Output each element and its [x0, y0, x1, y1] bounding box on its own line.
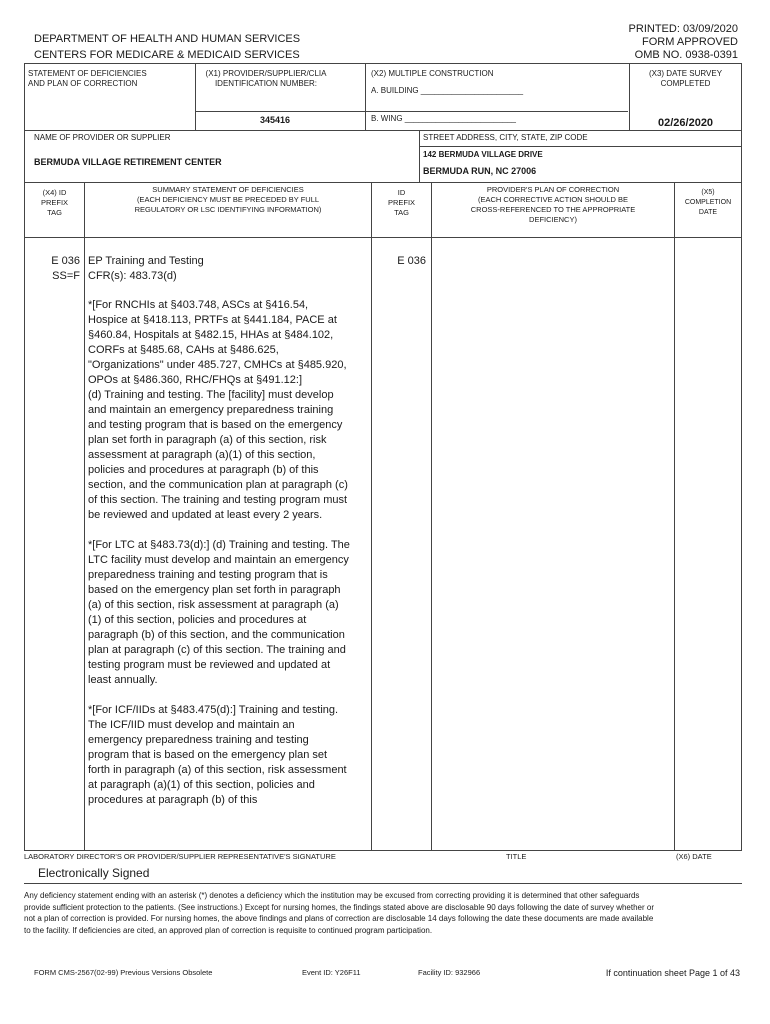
entry-title: EP Training and Testing	[88, 255, 204, 267]
agency-name: CENTERS FOR MEDICARE & MEDICAID SERVICES	[34, 49, 300, 61]
address-line1: 142 BERMUDA VILLAGE DRIVE	[423, 150, 543, 159]
entry-body	[88, 298, 350, 808]
col-summary-header: SUMMARY STATEMENT OF DEFICIENCIES (EACH DEFICIENCY MUST BE PRECEDED BY FULL REGULATORY OR LSC IDENTIFYING INFORMATION)	[134, 185, 322, 214]
signature-value: Electronically Signed	[38, 866, 150, 880]
form-number: FORM CMS-2567(02-99) Previous Versions Obsolete	[34, 968, 213, 977]
disclaimer: Any deficiency statement ending with an asterisk (*) denotes a deficiency which the institution may be excused from correcting providing it is determined that other safeguards provide sufficient protection to the patients. (See instructions.) Except for nursing homes, the findings stated above are disclosable 90 days following the date of survey whether or not a plan of correction is provided. For nursing homes, the above findings and plans of correction are disclosable 14 days following the date these documents are made available to the facility. If deficiencies are cited, an approved plan of correction is requisite to continued program participation.	[24, 891, 654, 935]
col-id-header: ID PREFIX TAG	[387, 188, 416, 217]
date-label: (X6) DATE	[676, 852, 712, 861]
entry-paragraph: *[For RNCHIs at §403.748, ASCs at §416.54, Hospice at §418.113, PRTFs at §441.184, PACE at §460.84, Hospitals at §482.15, HHAs at §484.102, CORFs at §485.68, CAHs at §486.625, "Organizations" under 485.727, CMHCs at §485.920, OPOs at §486.360, RHC/FHQs at §491.12:] (d) Training and testing. The [facility] must develop and maintain an emergency preparedness training and testing program that is based on the emergency plan set forth in paragraph (a) of this section, risk assessment at paragraph (a)(1) of this section, policies and procedures at paragraph (b) of this section, and the communication plan at paragraph (c) of this section. The training and testing program must be reviewed and updated at least every 2 years.	[88, 299, 348, 521]
entry-cfr: CFR(s): 483.73(d)	[88, 270, 177, 282]
col-x5-header: (X5) COMPLETION DATE	[684, 189, 732, 216]
x1-label: (X1) PROVIDER/SUPPLIER/CLIA IDENTIFICATION NUMBER:	[205, 69, 327, 88]
page-continuation: If continuation sheet Page 1 of 43	[605, 968, 740, 978]
survey-date: 02/26/2020	[658, 117, 714, 129]
entry-paragraph: *[For ICF/IIDs at §483.475(d):] Training and testing. The ICF/IID must develop and maintain an emergency preparedness training and testing program that is based on the emergency plan set forth in paragraph (a) of this section, risk assessment at paragraph (a)(1) of this section, policies and procedures at paragraph (b) of this	[88, 704, 347, 806]
title-label: TITLE	[506, 852, 527, 861]
provider-id: 345416	[260, 115, 291, 125]
address-line2: BERMUDA RUN, NC 27006	[423, 166, 537, 176]
signature-label: LABORATORY DIRECTOR'S OR PROVIDER/SUPPLIER REPRESENTATIVE'S SIGNATURE	[24, 852, 336, 861]
omb-number: OMB NO. 0938-0391	[634, 49, 738, 61]
provider-name: BERMUDA VILLAGE RETIREMENT CENTER	[34, 157, 222, 167]
col-plan-header: PROVIDER'S PLAN OF CORRECTION (EACH CORRECTIVE ACTION SHOULD BE CROSS-REFERENCED TO THE APPROPRIATE DEFICIENCY)	[470, 185, 636, 224]
facility-id: Facility ID: 932966	[418, 968, 481, 977]
printed-date: PRINTED: 03/09/2020	[628, 23, 738, 35]
building-label: A. BUILDING _______________________	[371, 86, 524, 95]
event-id: Event ID: Y26F11	[302, 968, 361, 977]
entry-paragraph: *[For LTC at §483.73(d):] (d) Training and testing. The LTC facility must develop and maintain an emergency preparedness training and testing program that is based on the emergency plan set forth in paragraph (a) of this section, risk assessment at paragraph (a)(1) of this section, policies and procedures at paragraph (b) of this section, and the communication plan at paragraph (c) of this section. The training and testing program must be reviewed and updated at least annually.	[88, 539, 350, 686]
entry-tag: E 036	[51, 255, 80, 267]
entry-severity: SS=F	[52, 270, 80, 282]
provider-label: NAME OF PROVIDER OR SUPPLIER	[34, 133, 171, 142]
address-label: STREET ADDRESS, CITY, STATE, ZIP CODE	[423, 133, 588, 142]
form-approved: FORM APPROVED	[642, 36, 738, 48]
wing-label: B. WING _________________________	[371, 114, 517, 123]
statement-label: STATEMENT OF DEFICIENCIES AND PLAN OF CORRECTION	[28, 69, 147, 88]
department-name: DEPARTMENT OF HEALTH AND HUMAN SERVICES	[34, 33, 301, 45]
entry-id-tag: E 036	[397, 255, 426, 267]
col-x4-header: (X4) ID PREFIX TAG	[40, 188, 69, 217]
x2-label: (X2) MULTIPLE CONSTRUCTION	[371, 69, 494, 78]
x3-label: (X3) DATE SURVEY COMPLETED	[648, 69, 723, 88]
